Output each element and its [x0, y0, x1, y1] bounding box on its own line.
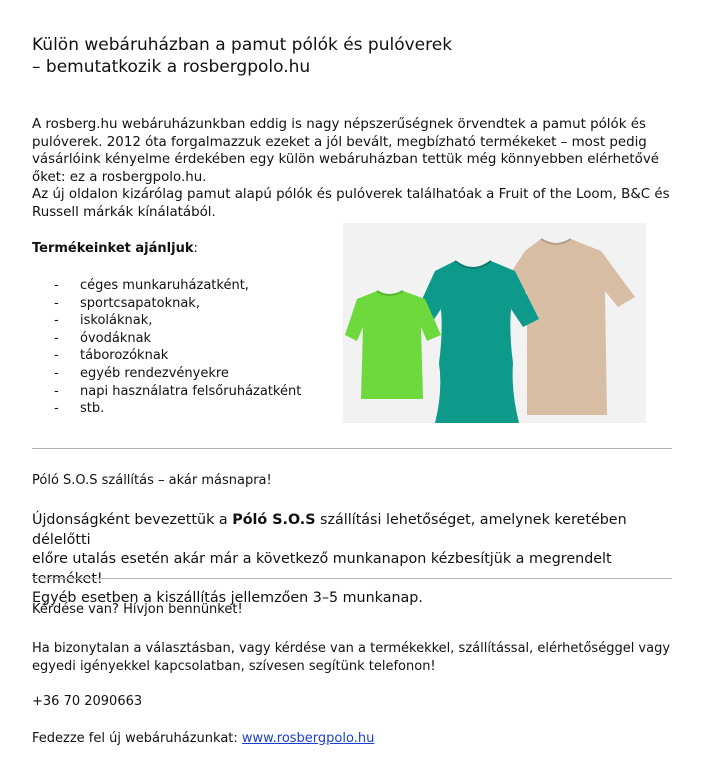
list-item	[54, 277, 301, 295]
sos-line	[32, 511, 672, 550]
list-item-text: táborozóknak	[80, 348, 169, 364]
list-item	[54, 295, 301, 313]
visit-text: Fedezze fel új webáruházunkat:	[32, 731, 242, 746]
offer-list	[54, 277, 301, 418]
offer-heading-text: Termékeinket ajánljuk	[32, 241, 194, 256]
headline	[32, 34, 452, 78]
list-dash: -	[54, 365, 59, 381]
webshop-link[interactable]: www.rosbergpolo.hu	[241, 731, 375, 746]
list-item	[54, 383, 301, 401]
contact-heading: Kérdése van? Hívjon bennünket!	[32, 602, 243, 617]
list-item-text: céges munkaruházatként,	[80, 278, 249, 293]
list-dash: -	[54, 313, 59, 329]
list-item-text: iskoláknak,	[80, 313, 153, 329]
list-item-text: egyéb rendezvényekre	[80, 365, 229, 381]
contact-line: egyedi igényekkel kapcsolatban, szívesen segítünk telefonon!	[32, 658, 436, 674]
sos-text: Újdonságként bevezettük a	[32, 512, 233, 528]
headline-line-1: Külön webáruházban a pamut pólók és pulóverek	[32, 35, 453, 55]
list-item-text: napi használatra felsőruházatként	[80, 383, 302, 399]
phone-number: +36 70 2090663	[32, 694, 143, 709]
list-item	[54, 400, 301, 418]
sos-line: előre utalás esetén akár már a következő munkanapon kézbesítjük a megrendelt terméket!	[32, 551, 612, 587]
list-item	[54, 365, 301, 383]
list-item-text: sportcsapatoknak,	[80, 295, 200, 311]
headline-line-2: – bemutatkozik a rosbergpolo.hu	[32, 57, 311, 77]
sos-brand: Póló S.O.S	[232, 512, 316, 528]
list-item-text: stb.	[80, 401, 105, 417]
intro-line: pulóverek. 2012 óta forgalmazzuk ezeket a jól bevált, megbízható termékeket – most pedig	[32, 134, 647, 150]
intro-line: Az új oldalon kizárólag pamut alapú pólók és pulóverek találhatóak a Fruit of the Loom, B&C és	[32, 187, 670, 202]
contact-paragraph	[32, 640, 682, 675]
intro-line: őket: ez a rosbergpolo.hu.	[32, 169, 207, 185]
sos-line: Egyéb esetben a kiszállítás jellemzően 3–5 munkanap.	[32, 590, 423, 606]
tshirts-image	[343, 223, 646, 423]
sos-paragraph	[32, 511, 672, 609]
list-dash: -	[54, 295, 59, 311]
teal-tshirt	[413, 261, 539, 423]
offer-heading	[32, 241, 198, 256]
intro-paragraph	[32, 116, 672, 221]
list-dash: -	[54, 383, 59, 399]
intro-line: vásárlóink kényelme érdekében egy külön webáruházban tettük még könnyebben elérhetővé	[32, 152, 659, 167]
list-dash: -	[54, 401, 59, 417]
list-dash: -	[54, 348, 59, 364]
list-item	[54, 312, 301, 330]
divider	[32, 448, 672, 449]
beige-tshirt	[495, 239, 635, 415]
green-tshirt	[345, 291, 441, 399]
list-dash: -	[54, 278, 59, 293]
intro-line: A rosberg.hu webáruházunkban eddig is nagy népszerűségnek örvendtek a pamut pólók és	[32, 117, 646, 132]
sos-heading: Póló S.O.S szállítás – akár másnapra!	[32, 473, 272, 488]
divider	[32, 578, 672, 579]
visit-line	[32, 731, 374, 746]
list-dash: -	[54, 330, 59, 346]
list-item-text: óvodáknak	[80, 330, 152, 346]
offer-heading-colon: :	[193, 241, 198, 256]
contact-line: Ha bizonytalan a választásban, vagy kérdése van a termékekkel, szállítással, elérhetőséggel vagy	[32, 641, 671, 656]
sos-text: szállítási lehetőséget, amelynek keretében délelőtti	[32, 512, 627, 548]
list-item	[54, 330, 301, 348]
tshirts-illustration	[343, 223, 646, 423]
intro-line: Russell márkák kínálatából.	[32, 204, 216, 220]
list-item	[54, 347, 301, 365]
